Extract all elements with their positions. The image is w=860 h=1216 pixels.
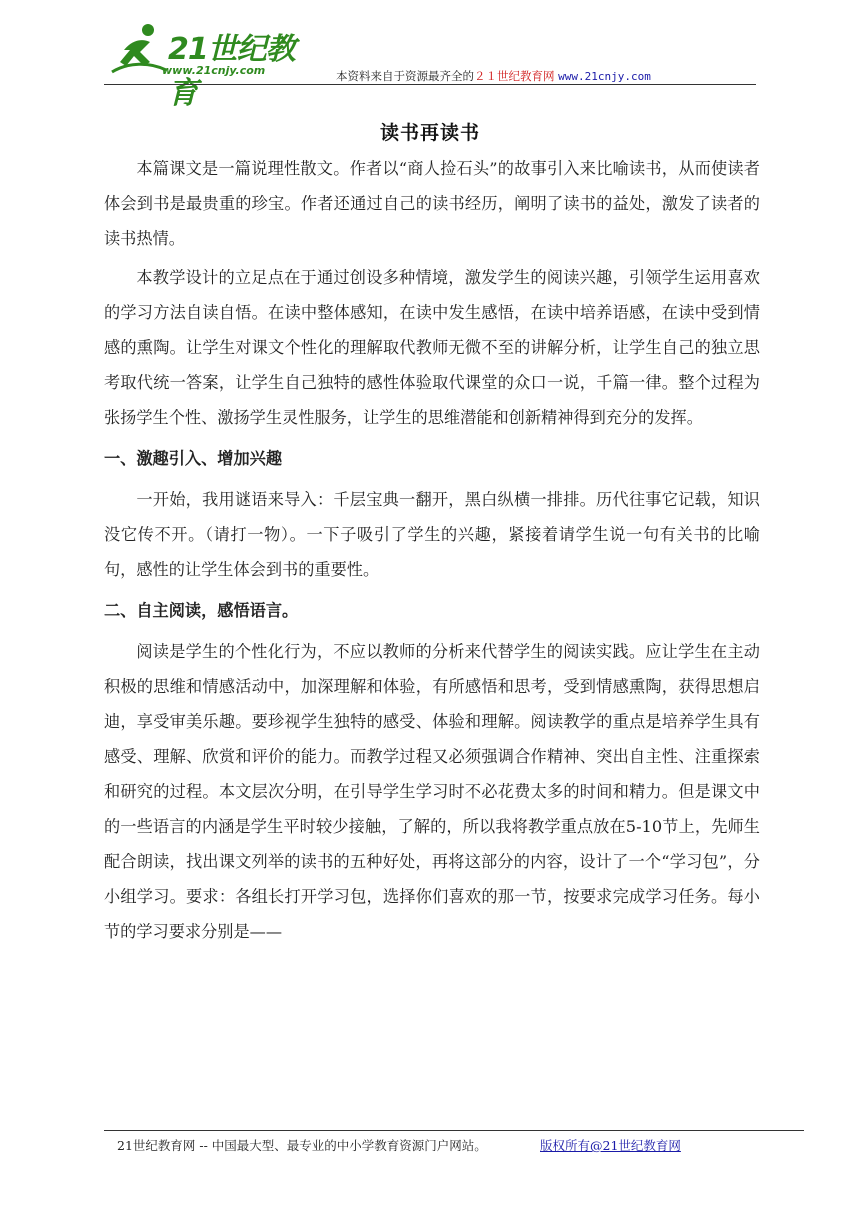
footer-divider (104, 1130, 804, 1131)
paragraph-intro: 本篇课文是一篇说理性散文。作者以“商人捡石头”的故事引入来比喻读书，从而使读者体会到书是最贵重的珍宝。作者还通过自己的读书经历，阐明了读书的益处，激发了读者的读书热情。 (104, 159, 760, 248)
page-title: 读书再读书 (379, 122, 480, 144)
runner-icon (110, 22, 168, 78)
footer-copyright-link[interactable]: 版权所有@21世纪教育网 (540, 1138, 681, 1153)
page-header (104, 18, 756, 111)
paragraph-design: 本教学设计的立足点在于通过创设多种情境，激发学生的阅读兴趣，引领学生运用喜欢的学习方法自读自悟。在读中整体感知，在读中发生感悟，在读中培养语感，在读中受到情感的熏陶。让学生对课文个性化的理解取代教师无微不至的讲解分析，让学生自己的独立思考取代统一答案，让学生自己独特的感性体验取代课堂的众口一说，千篇一律。整个过程为张扬学生个性、激扬学生灵性服务，让学生的思维潜能和创新精神得到充分的发挥。 (104, 268, 760, 427)
article-body (104, 151, 760, 949)
section-heading-1: 一、激趣引入、增加兴趣 (104, 449, 283, 468)
header-divider (104, 84, 756, 85)
site-logo[interactable] (104, 18, 314, 111)
header-note (336, 68, 651, 84)
header-note-prefix: 本资料来自于资源最齐全的 (336, 69, 474, 83)
section-heading-2: 二、自主阅读，感悟语言。 (104, 601, 299, 620)
logo-text: 21世纪教育 (168, 32, 295, 111)
section-text-2: 阅读是学生的个性化行为，不应以教师的分析来代替学生的阅读实践。应让学生在主动积极的思维和情感活动中，加深理解和体验，有所感悟和思考，受到情感熏陶，获得思想启迪，享受审美乐趣。要珍视学生独特的感受、体验和理解。阅读教学的重点是培养学生具有感受、理解、欣赏和评价的能力。而教学过程又必须强调合作精神、突出自主性、注重探索和研究的过程。本文层次分明，在引导学生学习时不必花费太多的时间和精力。但是课文中的一些语言的内涵是学生平时较少接触，了解的，所以我将教学重点放在5-10节上，先师生配合朗读，找出课文列举的读书的五种好处，再将这部分的内容，设计了一个“学习包”，分小组学习。要求：各组长打开学习包，选择你们喜欢的那一节，按要求完成学习任务。每小节的学习要求分别是—— (104, 642, 760, 941)
footer-tagline: 21世纪教育网 -- 中国最大型、最专业的中小学教育资源门户网站。 (117, 1138, 487, 1153)
header-note-brand[interactable]: ２１世纪教育网 (474, 69, 555, 83)
logo-url: www.21cnjy.com (162, 64, 266, 77)
section-text-1: 一开始，我用谜语来导入：千层宝典一翻开，黑白纵横一排排。历代往事它记载，知识没它传不开。（请打一物）。一下子吸引了学生的兴趣，紧接着请学生说一句有关书的比喻句，感性的让学生体会到书的重要性。 (104, 490, 760, 579)
header-note-url[interactable]: www.21cnjy.com (558, 70, 651, 83)
